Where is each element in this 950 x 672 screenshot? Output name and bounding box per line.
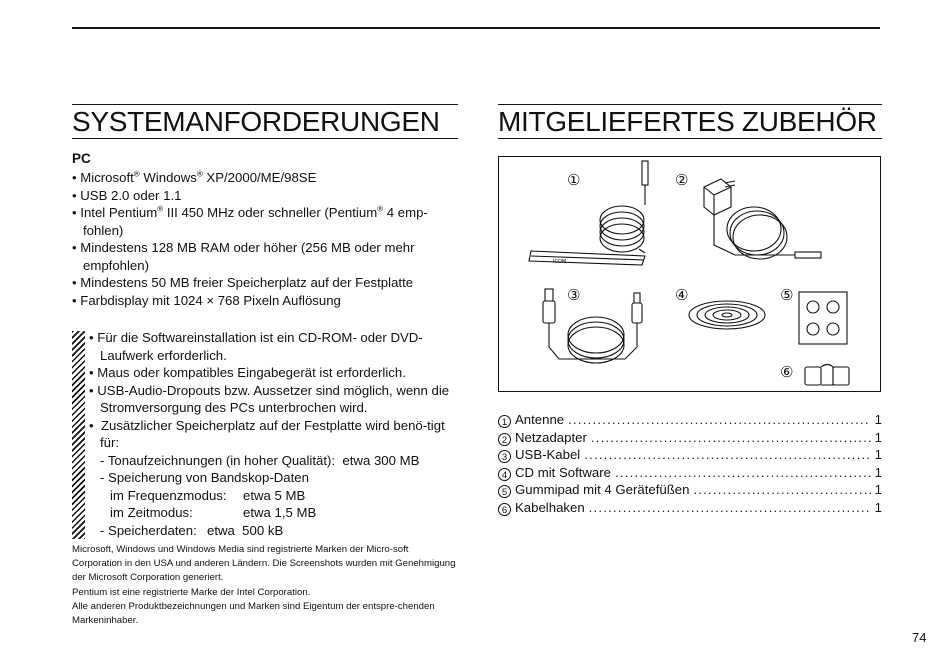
requirements-list: [72, 169, 458, 309]
storage-freq-mode: im Frequenzmodus: etwa 5 MB: [110, 487, 306, 503]
section-heading-accessories: [498, 104, 882, 139]
accessory-item: 5 Gummipad mit 4 Gerätefüßen ..... 1: [498, 481, 882, 499]
accessories-list: [498, 411, 882, 516]
footnote-microsoft: Microsoft, Windows und Windows Media sind registrierte Marken der Micro-soft Corporation in den USA und anderen Ländern. Die Screenshots wurden mit Genehmigung der Microsoft Corporation generiert.: [72, 544, 456, 584]
accessory-item: 6 Kabelhaken ..... 1: [498, 499, 882, 517]
requirements-title: SYSTEMANFORDERUNGEN: [72, 106, 440, 137]
pc-label: PC: [72, 151, 91, 166]
note-mouse: • Maus oder kompatibles Eingabegerät ist erforderlich.: [89, 364, 458, 382]
requirement-display: • Farbdisplay mit 1024 × 768 Pixeln Auflösung: [72, 292, 458, 310]
note-hatch-bar: [72, 331, 85, 539]
accessories-illustration: [498, 156, 881, 392]
rubber-pad-icon: [799, 292, 847, 344]
cd-icon: [689, 301, 765, 329]
storage-bandscope: - Speicherung von Bandskop-Daten: [100, 470, 309, 485]
accessory-item: 1 Antenne ..... 1: [498, 411, 882, 429]
note-extra-storage: • Zusätzlicher Speicherplatz auf der Festplatte wird benö-tigt für: - Tonaufzeichnungen (in hoher Qualität): etwa 300 MB - Speicherung von Bandskop-Daten im Frequenzmodus: etwa 5 MB im Zeitmodus: etwa 1,5 MB - Speicherdaten: etwa 500 kB: [89, 417, 458, 540]
accessories-title: MITGELIEFERTES ZUBEHÖR: [498, 106, 877, 137]
requirement-cpu: • Intel Pentium® III 450 MHz oder schneller (Pentium® 4 emp-fohlen): [72, 204, 458, 239]
requirement-ram: • Mindestens 128 MB RAM oder höher (256 MB oder mehr empfohlen): [72, 239, 458, 274]
figure-label-5: ⑤: [780, 286, 794, 304]
usb-cable-icon: [543, 289, 642, 363]
note-drive: • Für die Softwareinstallation ist ein CD-ROM- oder DVD-Laufwerk erforderlich.: [89, 329, 458, 364]
storage-memory: - Speicherdaten: etwa 500 kB: [100, 522, 284, 538]
accessory-item: 2 Netzadapter ..... 1: [498, 429, 882, 447]
ac-adapter-icon: [704, 179, 821, 259]
footnote-others: Alle anderen Produktbezeichnungen und Marken sind Eigentum der entspre-chenden Markeninhaber.: [72, 600, 435, 627]
figure-label-4: ④: [675, 286, 689, 304]
accessory-item: 3 USB-Kabel ..... 1: [498, 446, 882, 464]
accessory-item: 4 CD mit Software ..... 1: [498, 464, 882, 482]
antenna-icon: [529, 161, 648, 265]
section-heading-requirements: [72, 104, 458, 139]
trademark-footnotes: [72, 543, 458, 628]
note-list: [89, 329, 458, 539]
requirement-usb: • USB 2.0 oder 1.1: [72, 187, 458, 205]
figure-label-2: ②: [675, 171, 689, 189]
antenna-logo: ICOM: [553, 259, 567, 265]
footnote-intel: Pentium ist eine registrierte Marke der Intel Corporation.: [72, 586, 311, 598]
cable-hook-icon: [805, 365, 849, 386]
note-usb-audio: • USB-Audio-Dropouts bzw. Aussetzer sind möglich, wenn die Stromversorgung des PCs unterbrochen wird.: [89, 382, 458, 417]
top-rule: [72, 27, 880, 29]
figure-label-1: ①: [567, 171, 581, 189]
figure-label-3: ③: [567, 286, 581, 304]
figure-label-6: ⑥: [780, 363, 794, 381]
accessories-drawing: [499, 157, 882, 393]
storage-recordings: - Tonaufzeichnungen (in hoher Qualität): etwa 300 MB: [100, 452, 420, 468]
requirement-disk: • Mindestens 50 MB freier Speicherplatz auf der Festplatte: [72, 274, 458, 292]
requirement-os: • Microsoft® Windows® XP/2000/ME/98SE: [72, 169, 458, 187]
storage-time-mode: im Zeitmodus: etwa 1,5 MB: [110, 505, 317, 520]
page-number: 74: [912, 630, 927, 645]
